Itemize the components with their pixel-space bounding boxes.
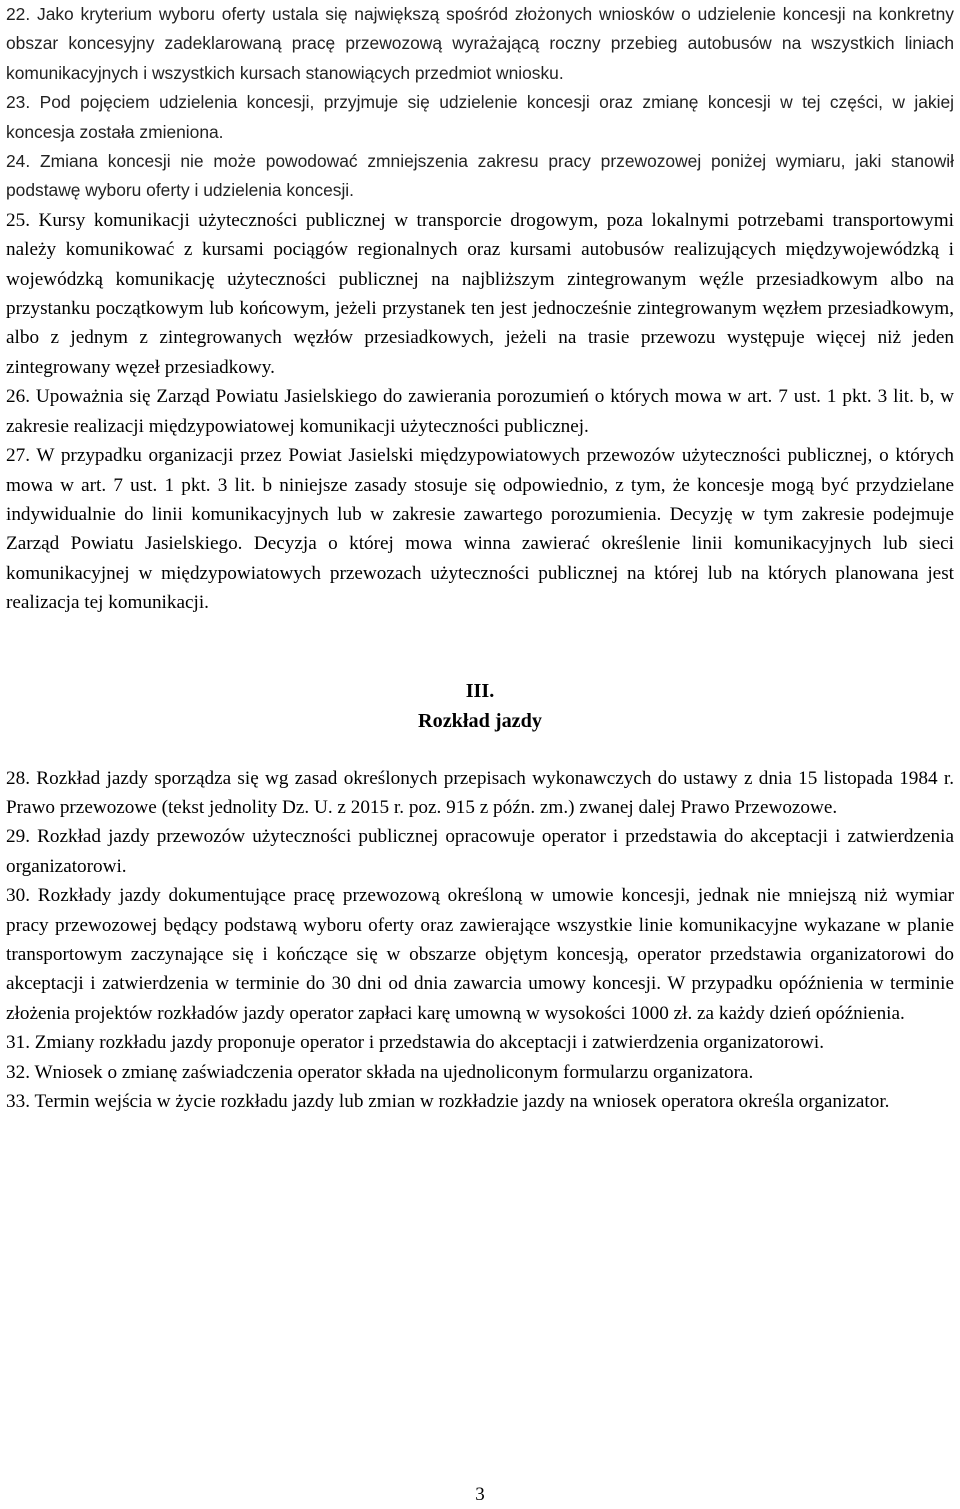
paragraph-number: 33. bbox=[6, 1091, 30, 1112]
paragraph-31 bbox=[6, 1028, 954, 1057]
paragraph-text: Jako kryterium wyboru oferty ustala się największą spośród złożonych wniosków o udzielenie koncesji na konkretny obszar koncesyjny zadeklarowaną pracę przewozową wyrażającą roczny przebieg autobusów na wszystkich liniach komunikacyjnych i wszystkich kursach stanowiących przedmiot wniosku. bbox=[6, 4, 954, 83]
document-page bbox=[6, 0, 954, 1116]
paragraph-text: Pod pojęciem udzielenia koncesji, przyjmuje się udzielenie koncesji oraz zmianę koncesji w tej części, w jakiej koncesja została zmieniona. bbox=[6, 92, 955, 142]
paragraph-number: 31. bbox=[6, 1032, 30, 1054]
paragraph-text: Zmiana koncesji nie może powodować zmniejszenia zakresu pracy przewozowej poniżej wymiaru, jaki stanowił podstawę wyboru oferty i udzielenia koncesji. bbox=[6, 151, 954, 201]
paragraph-29 bbox=[6, 822, 954, 881]
paragraph-number: 27. bbox=[6, 445, 30, 467]
paragraph-text: Termin wejścia w życie rozkładu jazdy lub zmian w rozkładzie jazdy na wniosek operatora określa organizator. bbox=[34, 1091, 890, 1112]
paragraph-30 bbox=[6, 881, 954, 1028]
paragraph-number: 22. bbox=[6, 4, 31, 24]
paragraph-number: 29. bbox=[6, 826, 30, 848]
section-title: Rozkład jazdy bbox=[418, 709, 542, 732]
paragraph-text: Wniosek o zmianę zaświadczenia operator składa na ujednoliconym formularzu organizatora. bbox=[34, 1061, 754, 1083]
paragraph-number: 26. bbox=[6, 386, 30, 408]
paragraph-number: 25. bbox=[6, 209, 30, 231]
paragraph-25 bbox=[6, 206, 954, 382]
paragraph-text: Kursy komunikacji użyteczności publicznej w transporcie drogowym, poza lokalnymi potrzebami transportowymi należy komunikować z kursami pociągów regionalnych oraz kursami autobusów realizujących międzywojewódzką i wojewódzką komunikację użyteczności publicznej na najbliższym zintegrowanym węźle przesiadkowym albo na przystanku początkowym lub końcowym, jeżeli przystanek ten jest jednocześnie zintegrowanym węzłem przesiadkowym, albo z jednym z zintegrowanych węzłów przesiadkowych, jeżeli na trasie przewozu występuje więcej niż jeden zintegrowany węzeł przesiadkowy. bbox=[6, 209, 954, 378]
paragraph-23 bbox=[6, 88, 954, 147]
paragraph-text: W przypadku organizacji przez Powiat Jasielski międzypowiatowych przewozów użyteczności publicznej, o których mowa w art. 7 ust. 1 pkt. 3 lit. b niniejsze zasady stosuje się odpowiednio, z tym, że koncesje mogą być przydzielane indywidualnie do linii komunikacyjnych lub w zakresie zawartego porozumienia. Decyzję w tym zakresie podejmuje Zarząd Powiatu Jasielskiego. Decyzja o której mowa winna zawierać określenie linii komunikacyjnych lub sieci komunikacyjnej w międzypowiatowych przewozach użyteczności publicznej na której lub na których planowana jest realizacja tej komunikacji. bbox=[6, 445, 954, 614]
paragraph-text: Upoważnia się Zarząd Powiatu Jasielskiego do zawierania porozumień o których mowa w art. 7 ust. 1 pkt. 3 lit. b, w zakresie realizacji międzypowiatowej komunikacji użyteczności publicznej. bbox=[6, 386, 954, 437]
paragraph-number: 23. bbox=[6, 92, 31, 113]
paragraph-22 bbox=[6, 0, 954, 88]
paragraph-text: Zmiany rozkładu jazdy proponuje operator i przedstawia do akceptacji i zatwierdzenia organizatorowi. bbox=[34, 1032, 824, 1054]
section-numeral: III. bbox=[465, 679, 495, 702]
page-number: 3 bbox=[475, 1484, 485, 1505]
paragraph-number: 32. bbox=[6, 1061, 30, 1083]
paragraph-24 bbox=[6, 147, 954, 206]
paragraph-text: Rozkłady jazdy dokumentujące pracę przewozową określoną w umowie koncesji, jednak nie mniejszą niż wymiar pracy przewozowej będący podstawą wyboru oferty oraz zawierające wszystkie linie komunikacyjne wykazane w planie transportowym zaczynające się i kończące się w obszarze objętym koncesją, operator przedstawia organizatorowi do akceptacji i zatwierdzenia w terminie do 30 dni od dnia zawarcia umowy koncesji. W przypadku opóźnienia w terminie złożenia projektów rozkładów jazdy operator zapłaci karę umowną w wysokości 1000 zł. za każdy dzień opóźnienia. bbox=[6, 885, 954, 1024]
paragraph-number: 30. bbox=[6, 885, 30, 907]
paragraph-33 bbox=[6, 1087, 954, 1116]
paragraph-text: Rozkład jazdy przewozów użyteczności publicznej opracowuje operator i przedstawia do akceptacji i zatwierdzenia organizatorowi. bbox=[6, 826, 955, 877]
paragraph-28 bbox=[6, 764, 954, 823]
paragraph-text: Rozkład jazdy sporządza się wg zasad określonych przepisach wykonawczych do ustawy z dnia 15 listopada 1984 r. Prawo przewozowe (tekst jednolity Dz. U. z 2015 r. poz. 915 z późn. zm.) zwanej dalej Prawo Przewozowe. bbox=[6, 767, 954, 818]
paragraph-27 bbox=[6, 441, 954, 617]
section-spacer bbox=[6, 618, 954, 676]
paragraph-26 bbox=[6, 382, 954, 441]
paragraph-32 bbox=[6, 1058, 954, 1087]
paragraph-number: 28. bbox=[6, 767, 30, 789]
paragraph-number: 24. bbox=[6, 151, 31, 172]
heading-spacer bbox=[6, 736, 954, 764]
